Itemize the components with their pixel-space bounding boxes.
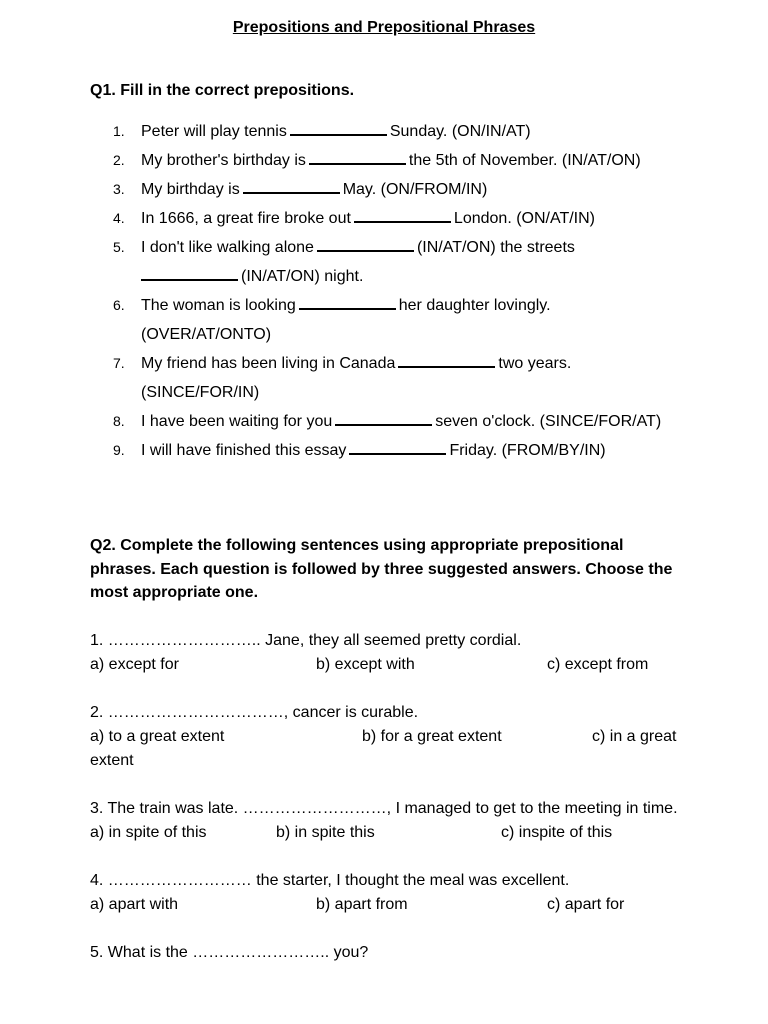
document-title: Prepositions and Prepositional Phrases [232, 19, 536, 36]
item-number: 4. [113, 210, 125, 226]
q2-heading: Q2. Complete the following sentences using appropriate prepositional phrases. Each question is followed by three suggested answers. Choose the most appropriate one. [90, 537, 673, 601]
item-text: Sunday. (ON/IN/AT) [389, 123, 531, 140]
item-text: In 1666, a great fire broke out [141, 210, 351, 227]
answer-options [90, 821, 690, 845]
answer-blank[interactable] [349, 439, 446, 455]
question-item [90, 797, 690, 845]
answer-blank[interactable] [335, 410, 432, 426]
question-sentence: 1. ……………………….. Jane, they all seemed pretty cordial. [90, 632, 522, 649]
q1-list [113, 117, 673, 465]
option-b: b) in spite this [276, 824, 375, 841]
item-number: 6. [113, 297, 125, 313]
item-text: seven o'clock. (SINCE/FOR/AT) [435, 413, 662, 430]
answer-blank[interactable] [317, 236, 414, 252]
item-text: her daughter lovingly.(OVER/AT/ONTO) [141, 297, 551, 343]
question-item [90, 869, 690, 917]
list-item [113, 204, 673, 233]
list-item [113, 175, 673, 204]
list-item [113, 349, 673, 407]
list-item [113, 117, 673, 146]
q1-heading: Q1. Fill in the correct prepositions. [90, 82, 355, 99]
option-a: a) except for [90, 656, 179, 673]
option-c: c) inspite of this [501, 824, 613, 841]
option-c: c) apart for [547, 896, 625, 913]
answer-blank[interactable] [141, 265, 238, 281]
item-text: Friday. (FROM/BY/IN) [449, 442, 606, 459]
item-text: (IN/AT/ON) night. [241, 268, 364, 285]
q2-list [90, 629, 690, 989]
item-number: 9. [113, 442, 125, 458]
item-text: My birthday is [141, 181, 240, 198]
answer-options [90, 725, 690, 773]
item-number: 3. [113, 181, 125, 197]
answer-options [90, 653, 690, 677]
answer-blank[interactable] [243, 178, 340, 194]
item-number: 7. [113, 355, 125, 371]
question-item [90, 701, 690, 773]
list-item [113, 291, 673, 349]
answer-blank[interactable] [299, 294, 396, 310]
list-item [113, 146, 673, 175]
list-item [113, 233, 673, 291]
option-a: a) in spite of this [90, 824, 207, 841]
item-text: (IN/AT/ON) the streets [416, 239, 575, 256]
item-text: I don't like walking alone [141, 239, 314, 256]
item-text: The woman is looking [141, 297, 296, 314]
question-sentence: 2. ……………………………, cancer is curable. [90, 704, 419, 721]
question-sentence: 4. ……………………… the starter, I thought the meal was excellent. [90, 872, 570, 889]
answer-blank[interactable] [309, 149, 406, 165]
option-a: a) apart with [90, 896, 179, 913]
item-number: 8. [113, 413, 125, 429]
list-item [113, 436, 673, 465]
item-number: 1. [113, 123, 125, 139]
item-text: May. (ON/FROM/IN) [342, 181, 488, 198]
option-c: c) except from [547, 656, 649, 673]
item-text: I have been waiting for you [141, 413, 333, 430]
option-b: b) apart from [316, 896, 408, 913]
option-c: c) in a great extent [90, 728, 677, 769]
item-text: I will have finished this essay [141, 442, 347, 459]
option-a: a) to a great extent [90, 728, 225, 745]
question-item [90, 629, 690, 677]
item-text: Peter will play tennis [141, 123, 287, 140]
answer-options [90, 893, 690, 917]
item-text: My friend has been living in Canada [141, 355, 396, 372]
item-text: London. (ON/AT/IN) [453, 210, 596, 227]
item-number: 5. [113, 239, 125, 255]
option-b: b) except with [316, 656, 415, 673]
option-b: b) for a great extent [362, 728, 502, 745]
list-item [113, 407, 673, 436]
question-item [90, 941, 690, 965]
question-sentence: 5. What is the …………………….. you? [90, 944, 369, 961]
question-sentence: 3. The train was late. ………………………, I managed to get to the meeting in time. [90, 800, 678, 817]
item-text: the 5th of November. (IN/AT/ON) [408, 152, 641, 169]
item-text: My brother's birthday is [141, 152, 306, 169]
item-text: two years.(SINCE/FOR/IN) [141, 355, 572, 401]
item-number: 2. [113, 152, 125, 168]
answer-blank[interactable] [354, 207, 451, 223]
answer-blank[interactable] [290, 120, 387, 136]
answer-blank[interactable] [398, 352, 495, 368]
